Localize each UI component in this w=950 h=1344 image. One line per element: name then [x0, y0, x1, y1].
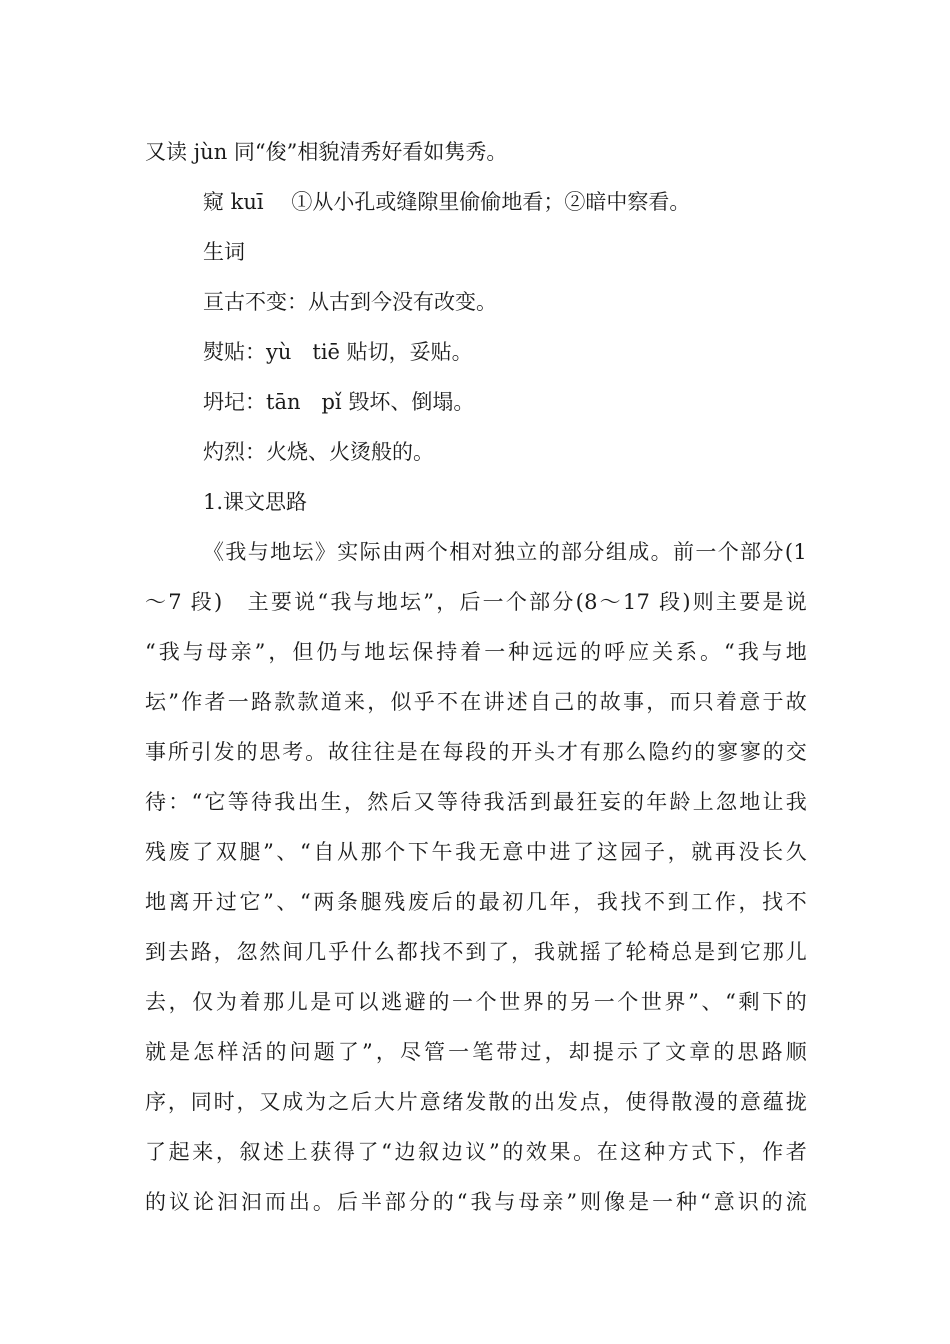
text-line-vocab-yutie: 熨贴：yù tiē 贴切，妥贴。	[203, 340, 473, 364]
paragraph-line: 的议论汩汩而出。后半部分的“我与母亲”则像是一种“意识的流	[145, 1190, 807, 1214]
text-line-vocab-kui: 窥 kuī ①从小孔或缝隙里偷偷地看；②暗中察看。	[203, 190, 691, 214]
text-line-vocab-tanpi: 坍圮：tān pǐ 毁坏、倒塌。	[203, 390, 475, 414]
paragraph-line: 了起来，叙述上获得了“边叙边议”的效果。在这种方式下，作者	[145, 1140, 807, 1164]
paragraph-line: 坛”作者一路款款道来，似乎不在讲述自己的故事，而只着意于故	[145, 690, 807, 714]
text-line-pronunciation-jun: 又读 jùn 同“俊”相貌清秀好看如隽秀。	[145, 140, 508, 164]
text-line-vocab-gengu: 亘古不变：从古到今没有改变。	[203, 290, 497, 314]
paragraph-line: ～7 段) 主要说“我与地坛”，后一个部分(8～17 段)则主要是说	[145, 590, 807, 614]
paragraph-line: 待：“它等待我出生，然后又等待我活到最狂妄的年龄上忽地让我	[145, 790, 807, 814]
paragraph-line: 就是怎样活的问题了”，尽管一笔带过，却提示了文章的思路顺	[145, 1040, 807, 1064]
paragraph-line: 事所引发的思考。故往往是在每段的开头才有那么隐约的寥寥的交	[145, 740, 807, 764]
section-heading-new-words: 生词	[203, 240, 245, 264]
paragraph-line: 序，同时，又成为之后大片意绪发散的出发点，使得散漫的意蕴拢	[145, 1090, 807, 1114]
paragraph-line: 《我与地坛》实际由两个相对独立的部分组成。前一个部分(1	[203, 540, 807, 564]
section-heading-text-structure: 1.课文思路	[203, 490, 308, 514]
paragraph-line: 去，仅为着那儿是可以逃避的一个世界的另一个世界”、“剩下的	[145, 990, 807, 1014]
paragraph-line: 地离开过它”、“两条腿残废后的最初几年，我找不到工作，找不	[145, 890, 807, 914]
paragraph-line: 残废了双腿”、“自从那个下午我无意中进了这园子，就再没长久	[145, 840, 807, 864]
paragraph-line: 到去路，忽然间几乎什么都找不到了，我就摇了轮椅总是到它那儿	[145, 940, 807, 964]
paragraph-line: “我与母亲”，但仍与地坛保持着一种远远的呼应关系。“我与地	[145, 640, 807, 664]
text-line-vocab-zhuolie: 灼烈：火烧、火烫般的。	[203, 440, 434, 464]
